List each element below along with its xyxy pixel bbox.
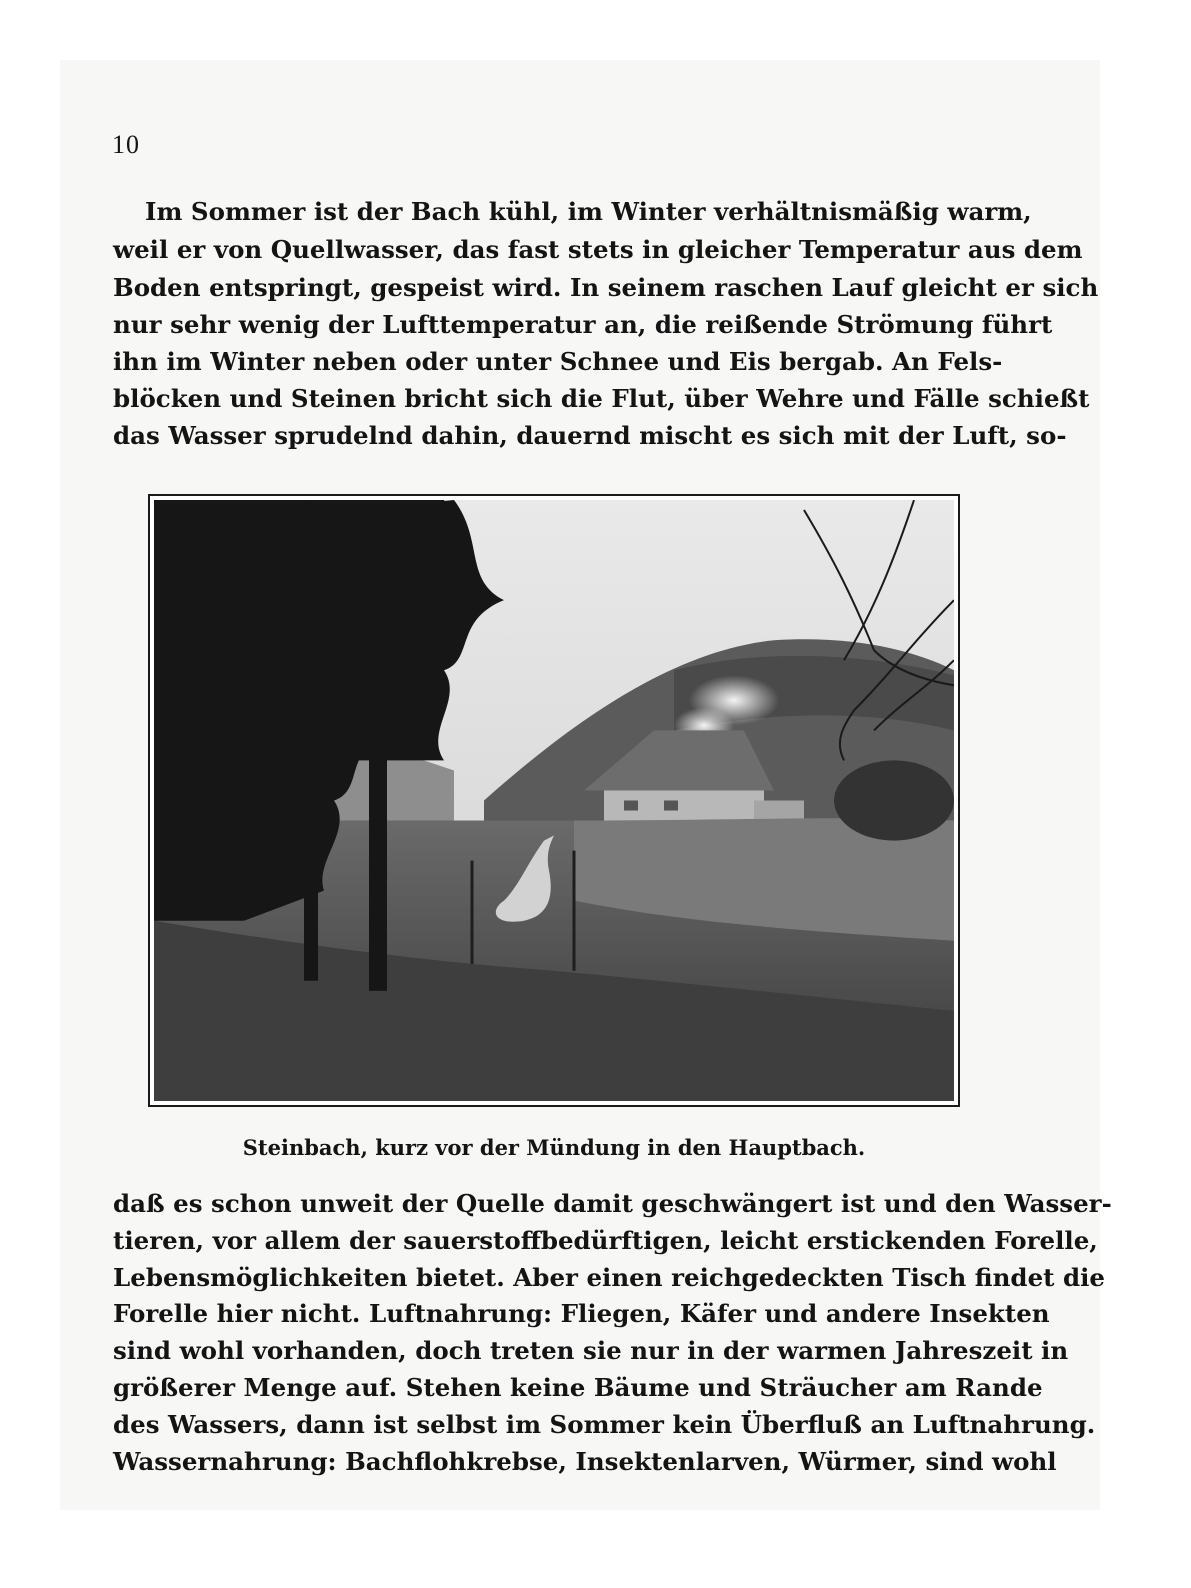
text-line: größerer Menge auf. Stehen keine Bäume und Sträucher am Rande [113, 1373, 1043, 1402]
text-line: sind wohl vorhanden, doch treten sie nur in der warmen Jahreszeit in [113, 1336, 1069, 1365]
text-line: ihn im Winter neben oder unter Schnee und Eis bergab. An Fels- [113, 347, 1003, 376]
text-line: Boden entspringt, gespeist wird. In seinem raschen Lauf gleicht er sich [113, 273, 1099, 302]
text-line: des Wassers, dann ist selbst im Sommer kein Überfluß an Luftnahrung. [113, 1410, 1096, 1439]
text-line: tieren, vor allem der sauerstoffbedürftigen, leicht erstickenden Forelle, [113, 1226, 1098, 1255]
text-line: daß es schon unweit der Quelle damit geschwängert ist und den Wasser- [113, 1189, 1112, 1218]
text-line: Lebensmöglichkeiten bietet. Aber einen reichgedeckten Tisch findet die [113, 1263, 1106, 1292]
text-line: weil er von Quellwasser, das fast stets in gleicher Temperatur aus dem [113, 235, 1083, 264]
text-line: Wassernahrung: Bachflohkrebse, Insektenlarven, Würmer, sind wohl [113, 1447, 1057, 1476]
text-line: nur sehr wenig der Lufttemperatur an, die reißende Strömung führt [113, 310, 1053, 339]
landscape-photograph [148, 494, 960, 1107]
text-line: das Wasser sprudelnd dahin, dauernd mischt es sich mit der Luft, so- [113, 421, 1067, 450]
text-line: Forelle hier nicht. Luftnahrung: Fliegen, Käfer und andere Insekten [113, 1299, 1050, 1328]
figure-caption: Steinbach, kurz vor der Mündung in den Hauptbach. [242, 1135, 866, 1160]
text-line: blöcken und Steinen bricht sich die Flut, über Wehre und Fälle schießt [113, 384, 1090, 413]
photo-illustration [154, 500, 954, 1101]
page-number: 10 [112, 130, 140, 159]
text-line: Im Sommer ist der Bach kühl, im Winter verhältnismäßig warm, [145, 197, 1032, 226]
